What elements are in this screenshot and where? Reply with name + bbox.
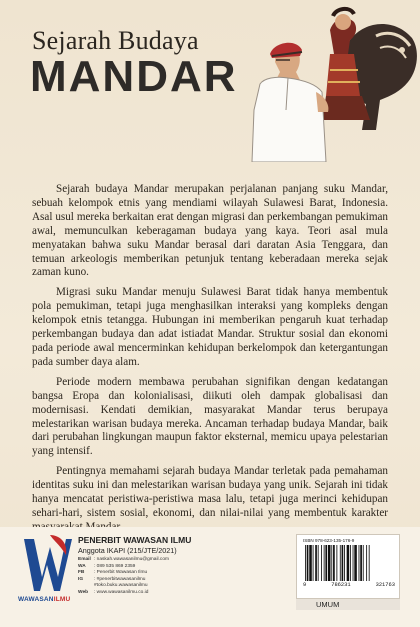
barcode-bar xyxy=(363,545,364,581)
barcode-bar xyxy=(305,545,306,581)
barcode-bar xyxy=(354,545,357,581)
publisher-name: PENERBIT WAWASAN ILMU xyxy=(78,535,192,545)
contact-row-email: Email : naskah.wawasanilmu@gmail.com xyxy=(78,557,169,562)
barcode-bar xyxy=(359,545,360,581)
isbn-digit-lead: 9 xyxy=(303,582,307,588)
barcode-bar xyxy=(328,545,331,581)
contact-row-web: Web : www.wawasanilmu.co.id xyxy=(78,589,149,595)
barcode-bar xyxy=(344,545,345,581)
barcode-bar xyxy=(350,545,351,581)
logo-word-1: WAWASAN xyxy=(18,596,54,603)
barcode-bar xyxy=(325,545,327,581)
logo-word-2: ILMU xyxy=(53,596,71,603)
cover-illustration xyxy=(230,0,420,162)
isbn-digits-group-1: 786231 xyxy=(331,582,351,588)
barcode-bar xyxy=(333,545,335,581)
barcode-bar xyxy=(321,545,322,581)
barcode-bar xyxy=(307,545,309,581)
barcode-bar xyxy=(309,545,312,581)
barcode-bar xyxy=(342,545,344,581)
barcode-bar xyxy=(313,545,314,581)
barcode-bar xyxy=(347,545,350,581)
barcode-bar xyxy=(340,545,341,581)
barcode-bar xyxy=(360,545,362,581)
isbn-barcode-box xyxy=(296,534,400,608)
isbn-digits xyxy=(303,582,395,588)
synopsis-paragraph-3: Periode modern membawa perubahan signifikan dengan kedatangan bangsa Eropa dan kolonialisasi, diikuti oleh dampak globalisasi dan modernisasi. Kendati demikian, masyarakat Mandar terus berupaya melestarikan warisan budaya mereka. Ancaman terhadap budaya Mandar, baik dari perubahan lingkungan maupun faktor eksternal, memicu upaya pelestarian yang intensif. xyxy=(32,375,388,458)
synopsis-paragraph-4: Pentingnya memahami sejarah budaya Mandar terletak pada pemahaman identitas suku ini dan melestarikan warisan budaya yang unik. Sejarah ini tidak hanya mencatat peristiwa-peristiwa masa lalu, tetapi juga merinci kehidupan sehari-hari, sistem sosial, ekonomi, dan nilai-nilai yang membentuk karakter xyxy=(32,465,388,519)
isbn-label: ISBN 978-623-135-176-9 xyxy=(303,538,355,543)
barcode-bar xyxy=(336,545,337,581)
contact-row-wa: WA : 089 535 869 2359 xyxy=(78,563,136,569)
barcode-bar xyxy=(315,545,317,581)
barcode-bar xyxy=(369,545,370,581)
contact-row-ig: IG : #penerbitwawasanilmu xyxy=(78,576,146,582)
category-label: UMUM xyxy=(296,598,400,610)
synopsis xyxy=(32,183,388,541)
synopsis-paragraph-2: Migrasi suku Mandar menuju Sulawesi Barat tidak hanya membentuk pola pemukiman, tetapi juga menghasilkan interaksi yang kompleks dengan kelompok etnis tetangga. Hubungan ini memberikan pengaruh kuat terhadap perkembangan budaya dan adat istiadat Mandar. Struktur sosial dan ekonomi pada periode awal mencerminkan kehidupan berkelompok dan ketergantungan pada sumber daya alam. xyxy=(32,286,388,368)
contact-row-fb: FB : Penerbit Wawasan Ilmu xyxy=(78,570,148,576)
barcode-bar xyxy=(353,545,354,581)
publisher-contacts xyxy=(78,557,169,597)
publisher-membership: Anggota IKAPI (215/JTE/2021) xyxy=(78,546,177,555)
barcode-bar xyxy=(331,545,332,581)
barcode-bar xyxy=(324,545,325,581)
barcode-bar xyxy=(366,545,367,581)
isbn-digits-group-2: 321763 xyxy=(375,582,395,588)
contact-row-ig-2: #toko.buku.wawasanilmu xyxy=(94,583,148,589)
synopsis-paragraph-1: Sejarah budaya Mandar merupakan perjalanan panjang suku Mandar, sebuah kelompok etnis yang mendiami wilayah Sulawesi Barat, Indonesia. Asal usul mereka berkaitan erat dengan migrasi dan perkembangan pemukiman awal, memunculkan keberagaman budaya yang kaya. Teori asal mula menyatakan bahwa suku Mandar berasal dari daratan Asia Tenggara, dan temuan arkeologis memberikan petunjuk tentang keberadaan mereka sejak zaman kuno. xyxy=(32,183,388,279)
book-subtitle: Sejarah Budaya xyxy=(32,26,199,55)
barcode-icon xyxy=(303,545,395,581)
book-title: MANDAR xyxy=(30,52,238,101)
publisher-logo-wordmark xyxy=(18,596,70,603)
publisher-logo-icon xyxy=(20,533,74,595)
barcode-bar xyxy=(318,545,319,581)
